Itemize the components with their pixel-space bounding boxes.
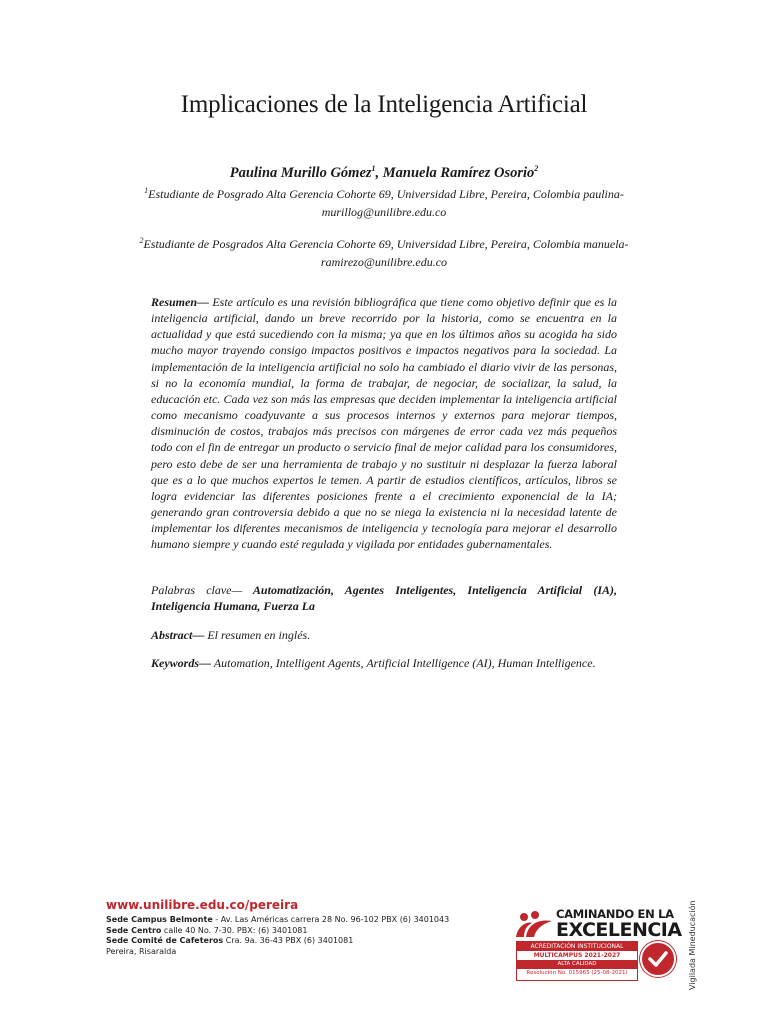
footer-line-cafeteros: [106, 936, 486, 947]
abstract-es: [151, 294, 617, 553]
footer-line-centro-text: calle 40 No. 7-30. PBX: (6) 3401081: [161, 925, 308, 935]
accreditation-line-1: ACREDITACIÓN INSTITUCIONAL: [517, 942, 637, 951]
affiliation-2-text: Estudiante de Posgrados Alta Gerencia Cohorte 69, Universidad Libre, Pereira, Colombia manuela-ramirezo@unilibre.edu.co: [143, 237, 629, 269]
keywords-es: [151, 582, 617, 614]
accreditation-line-3: ALTA CALIDAD: [517, 960, 637, 969]
keywords-en-text: Automation, Intelligent Agents, Artificial Intelligence (AI), Human Intelligence.: [211, 656, 596, 670]
footer-line-cafeteros-text: Cra. 9a. 36-43 PBX (6) 3401081: [223, 936, 354, 945]
accreditation-box: [516, 941, 638, 981]
accreditation-line-2: MULTICAMPUS 2021-2027: [533, 952, 621, 959]
logo-line-1: CAMINANDO EN LA: [556, 907, 674, 921]
accreditation-line-4: Resolución No. 015965 (25-08-2021): [526, 970, 628, 976]
keywords-en-label: Keywords—: [151, 656, 211, 670]
vigilada-mineducacion: [662, 900, 702, 1000]
abstract-en-text: El resumen en inglés.: [204, 628, 311, 642]
keywords-es-text: Automatización, Agentes Inteligentes, Inteligencia Artificial (IA), Inteligencia Humana, Fuerza La: [151, 583, 617, 613]
author-2-sup: 2: [534, 164, 539, 174]
vigilada-text: Vigilada Mineducación: [688, 900, 697, 990]
footer-url[interactable]: www.unilibre.edu.co/pereira: [106, 898, 299, 912]
author-2: Manuela Ramírez Osorio: [382, 165, 535, 181]
author-separator: ,: [375, 165, 383, 181]
author-1-sup: 1: [371, 164, 376, 174]
affiliation-2: [100, 235, 668, 271]
footer-contact: [106, 898, 486, 957]
footer-line-centro: [106, 926, 486, 937]
affiliation-2-sup: 2: [139, 236, 144, 245]
document-title: Implicaciones de la Inteligencia Artificial: [180, 91, 588, 118]
affiliation-1-text: Estudiante de Posgrado Alta Gerencia Cohorte 69, Universidad Libre, Pereira, Colombia paulina-murillog@unilibre.edu.co: [148, 187, 624, 219]
affiliation-1: [100, 185, 668, 221]
keywords-es-label: Palabras clave—: [151, 583, 243, 597]
abstract-en: [151, 627, 617, 643]
author-1: Paulina Murillo Gómez: [229, 165, 372, 181]
authors-line: [0, 165, 768, 182]
footer-line-centro-bold: Sede Centro: [106, 925, 162, 935]
affiliation-1-sup: 1: [144, 186, 149, 195]
footer-line-cafeteros-bold: Sede Comité de Cafeteros: [106, 936, 224, 945]
footer-line-belmonte: [106, 915, 486, 926]
people-icon: [514, 911, 554, 939]
footer-line-belmonte-bold: Sede Campus Belmonte: [106, 915, 213, 924]
keywords-en: [151, 655, 617, 671]
footer-line-city-text: Pereira, Risaralda: [106, 946, 177, 956]
logo-line-2: EXCELENCIA: [556, 919, 682, 941]
footer-line-belmonte-text: - Av. Las Américas carrera 28 No. 96-102 PBX (6) 3401043: [212, 915, 450, 924]
abstract-es-text: Este artículo es una revisión bibliográfica que tiene como objetivo definir que es la inteligencia artificial, dando un breve recorrido por la historia, como se encuentra en la actualidad y que está sucediendo con la misma; ya que en los últimos años su acogida ha sido mucho mayor trayendo consigo impactos positivos e impactos negativos para la sociedad. La implementación de la inteligencia artificial no solo ha cambiado el diario vivir de las personas, si no la economía mundial, la forma de trabajar, de negociar, de socializar, la salud, la educación etc. Cada vez son más las empresas que deciden implementar la inteligencia artificial como mecanismo coadyuvante a sus procesos internos y externos para mejorar tiempos, disminución de costos, trabajos más precisos con márgenes de error cada vez más pequeños todo con el fin de entregar un producto o servicio final de mejor calidad para los consumidores, pero esto debe de ser una herramienta de trabajo y no sustituir ni desplazar la fuerza laboral que es a lo que muchos expertos le temen. A partir de estudios científicos, artículos, libros se logra evidenciar las diferentes posiciones frente a el crecimiento exponencial de la IA; generando gran controversia debido a que no se niega la existencia ni la necesidad latente de implementar los diferentes mecanismos de inteligencia y tecnología para mejorar el desarrollo humano siempre y cuando esté regulada y vigilada por entidades gubernamentales.: [151, 295, 617, 552]
abstract-es-label: Resumen—: [151, 295, 210, 309]
footer-line-city: [106, 947, 486, 958]
excellence-logo: [514, 893, 682, 985]
abstract-en-label: Abstract—: [151, 628, 205, 642]
